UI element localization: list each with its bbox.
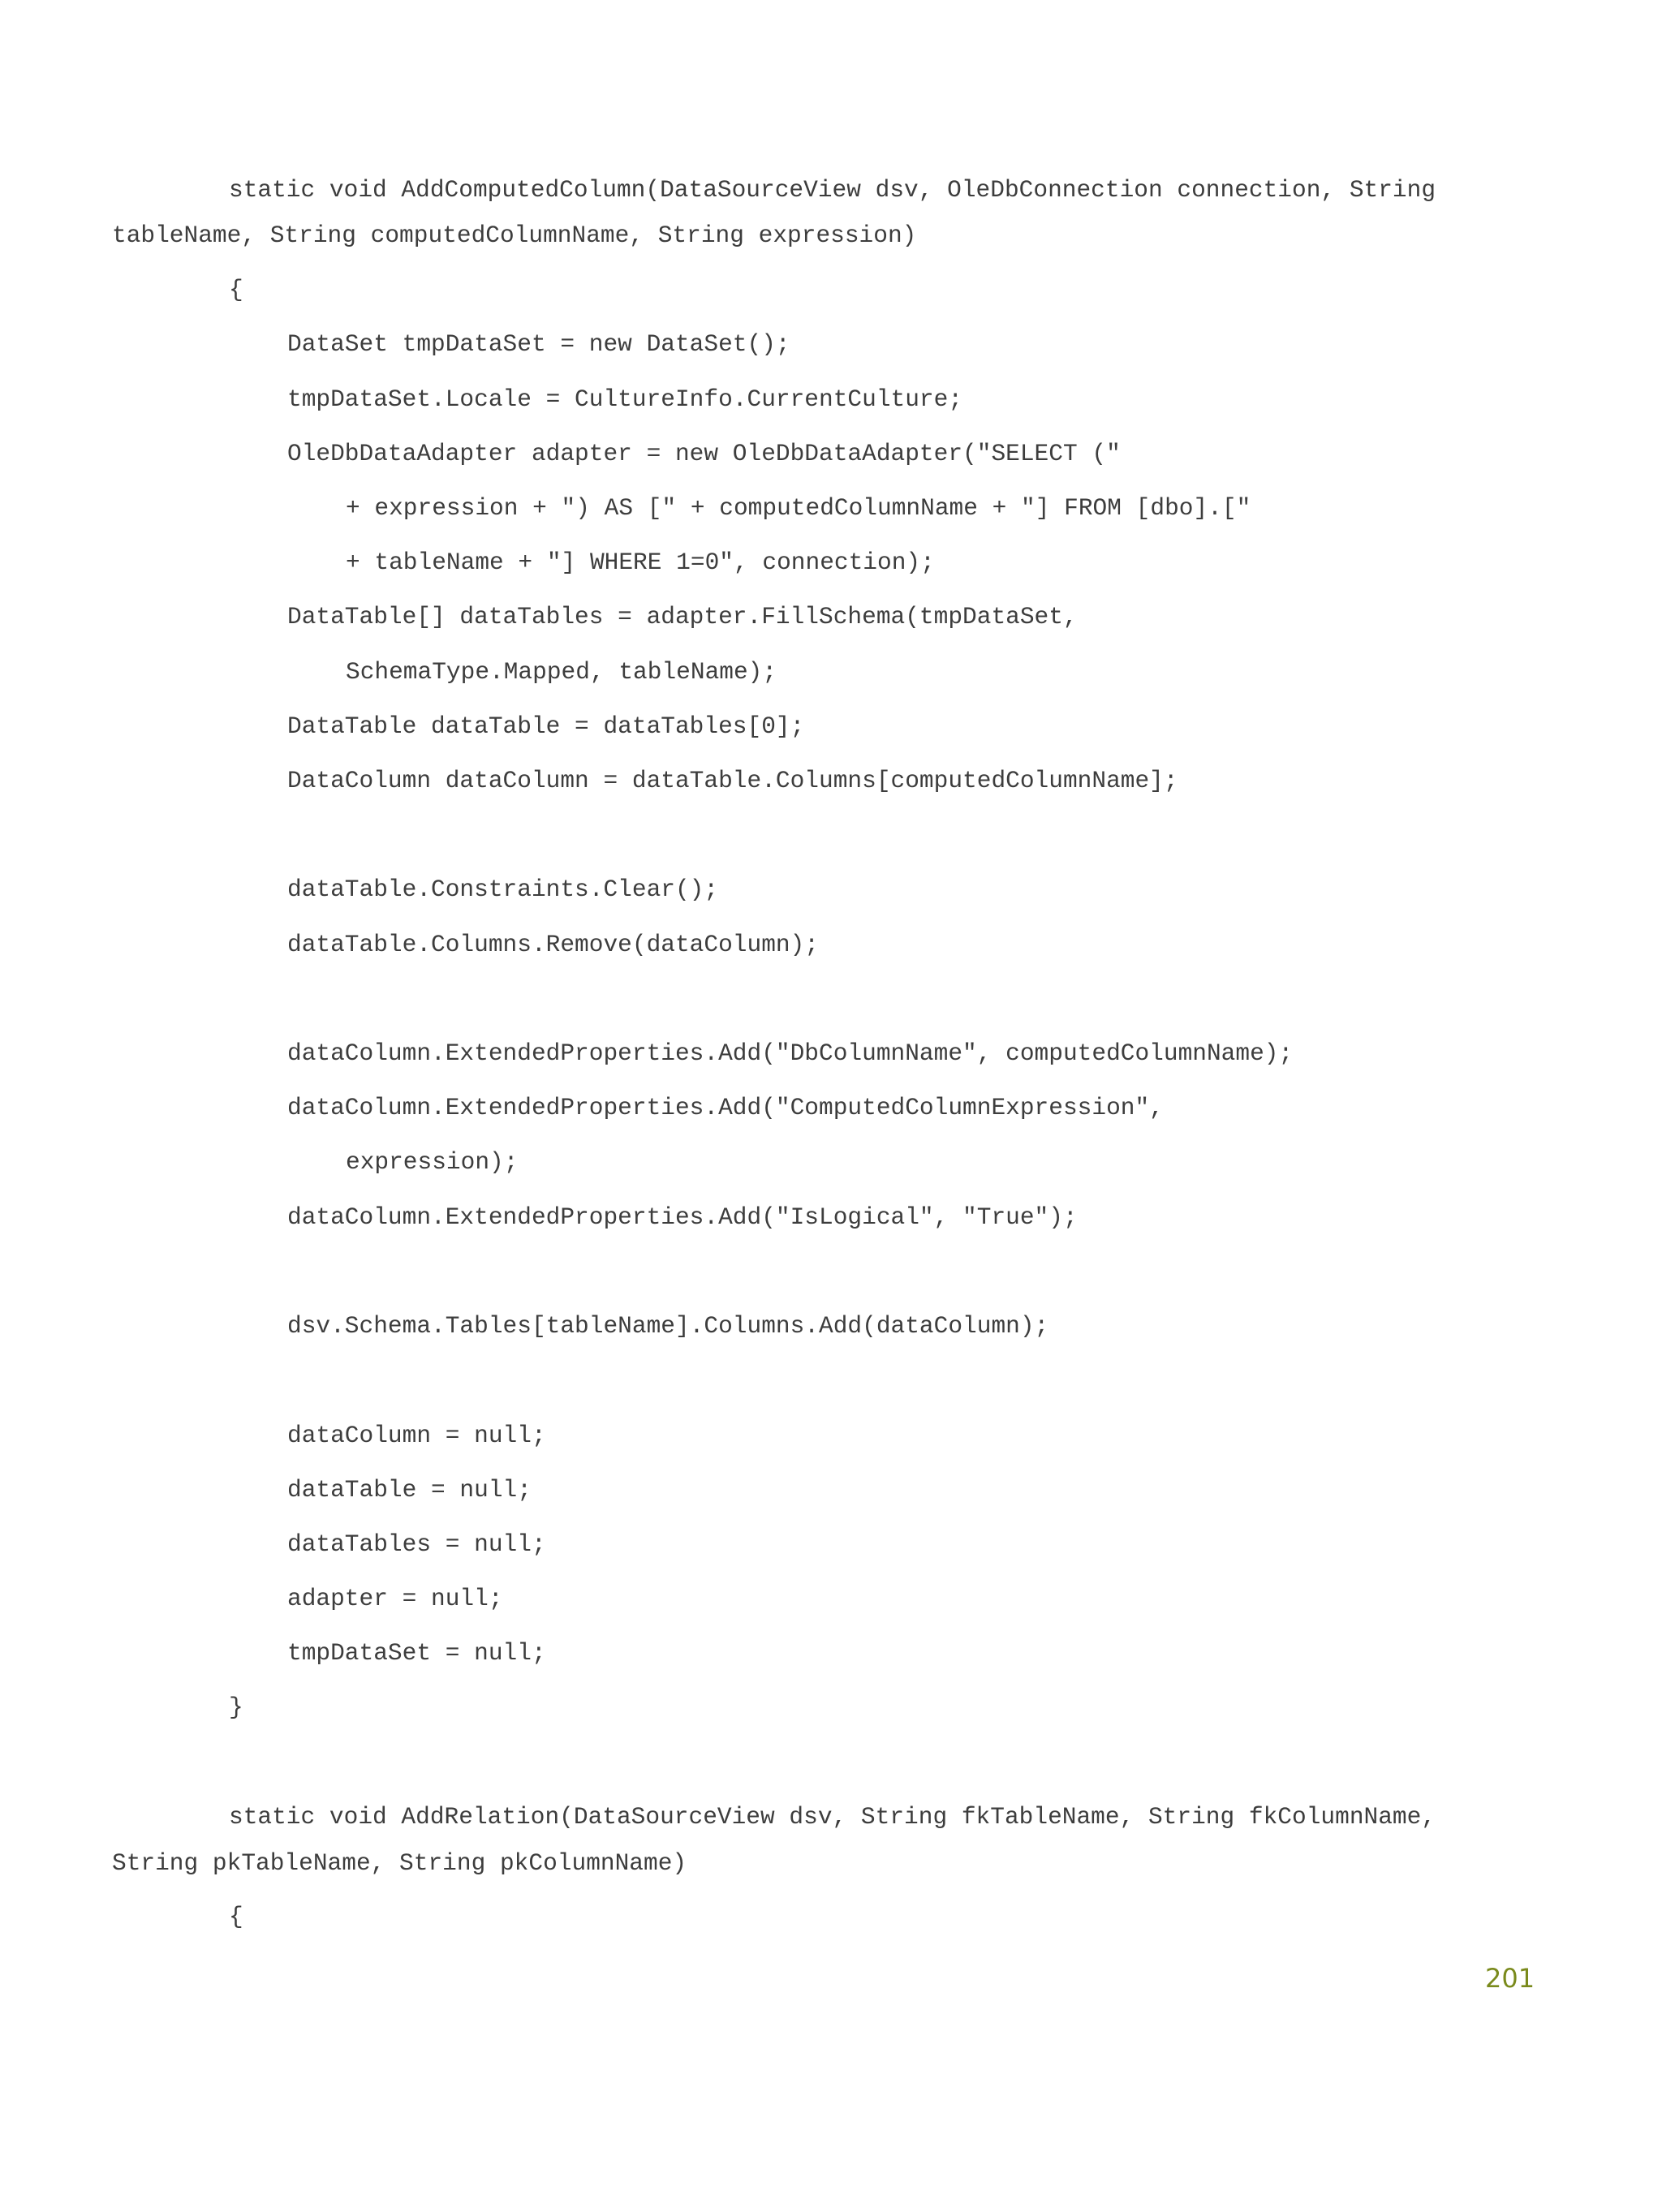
code-line: dataTable.Columns.Remove(dataColumn); — [287, 931, 820, 958]
code-line: dataColumn.ExtendedProperties.Add("DbColumnName", computedColumnName); — [287, 1039, 1294, 1067]
code-line: + tableName + "] WHERE 1=0", connection); — [346, 549, 935, 576]
code-line: DataSet tmpDataSet = new DataSet(); — [287, 330, 790, 358]
code-line: { — [229, 276, 243, 303]
code-line: OleDbDataAdapter adapter = new OleDbDataAdapter("SELECT (" — [287, 440, 1121, 467]
code-line: dsv.Schema.Tables[tableName].Columns.Add(dataColumn); — [287, 1312, 1049, 1340]
page-number: 201 — [1485, 1963, 1535, 1994]
code-line: tmpDataSet.Locale = CultureInfo.CurrentCulture; — [287, 385, 963, 413]
code-line: static void AddComputedColumn(DataSourceView dsv, OleDbConnection connection, String — [229, 176, 1436, 204]
code-line: tableName, String computedColumnName, String expression) — [112, 222, 917, 249]
code-line: { — [229, 1903, 243, 1930]
code-line: expression); — [346, 1148, 519, 1176]
code-line: dataColumn.ExtendedProperties.Add("ComputedColumnExpression", — [287, 1094, 1164, 1121]
code-line: dataTables = null; — [287, 1530, 546, 1558]
code-line: dataTable = null; — [287, 1476, 532, 1504]
code-line: SchemaType.Mapped, tableName); — [346, 658, 777, 686]
code-line: String pkTableName, String pkColumnName) — [112, 1849, 687, 1877]
code-line: static void AddRelation(DataSourceView dsv, String fkTableName, String fkColumnName, — [229, 1803, 1436, 1831]
code-line: dataColumn = null; — [287, 1422, 546, 1449]
code-line: } — [229, 1693, 243, 1721]
code-line: tmpDataSet = null; — [287, 1639, 546, 1667]
code-line: DataTable[] dataTables = adapter.FillSchema(tmpDataSet, — [287, 603, 1078, 630]
code-line: dataColumn.ExtendedProperties.Add("IsLogical", "True"); — [287, 1203, 1078, 1231]
code-line: adapter = null; — [287, 1585, 503, 1612]
code-line: dataTable.Constraints.Clear(); — [287, 876, 719, 903]
code-line: DataColumn dataColumn = dataTable.Columns[computedColumnName]; — [287, 767, 1178, 794]
code-line: + expression + ") AS [" + computedColumnName + "] FROM [dbo].[" — [346, 494, 1251, 522]
code-line: DataTable dataTable = dataTables[0]; — [287, 712, 805, 740]
